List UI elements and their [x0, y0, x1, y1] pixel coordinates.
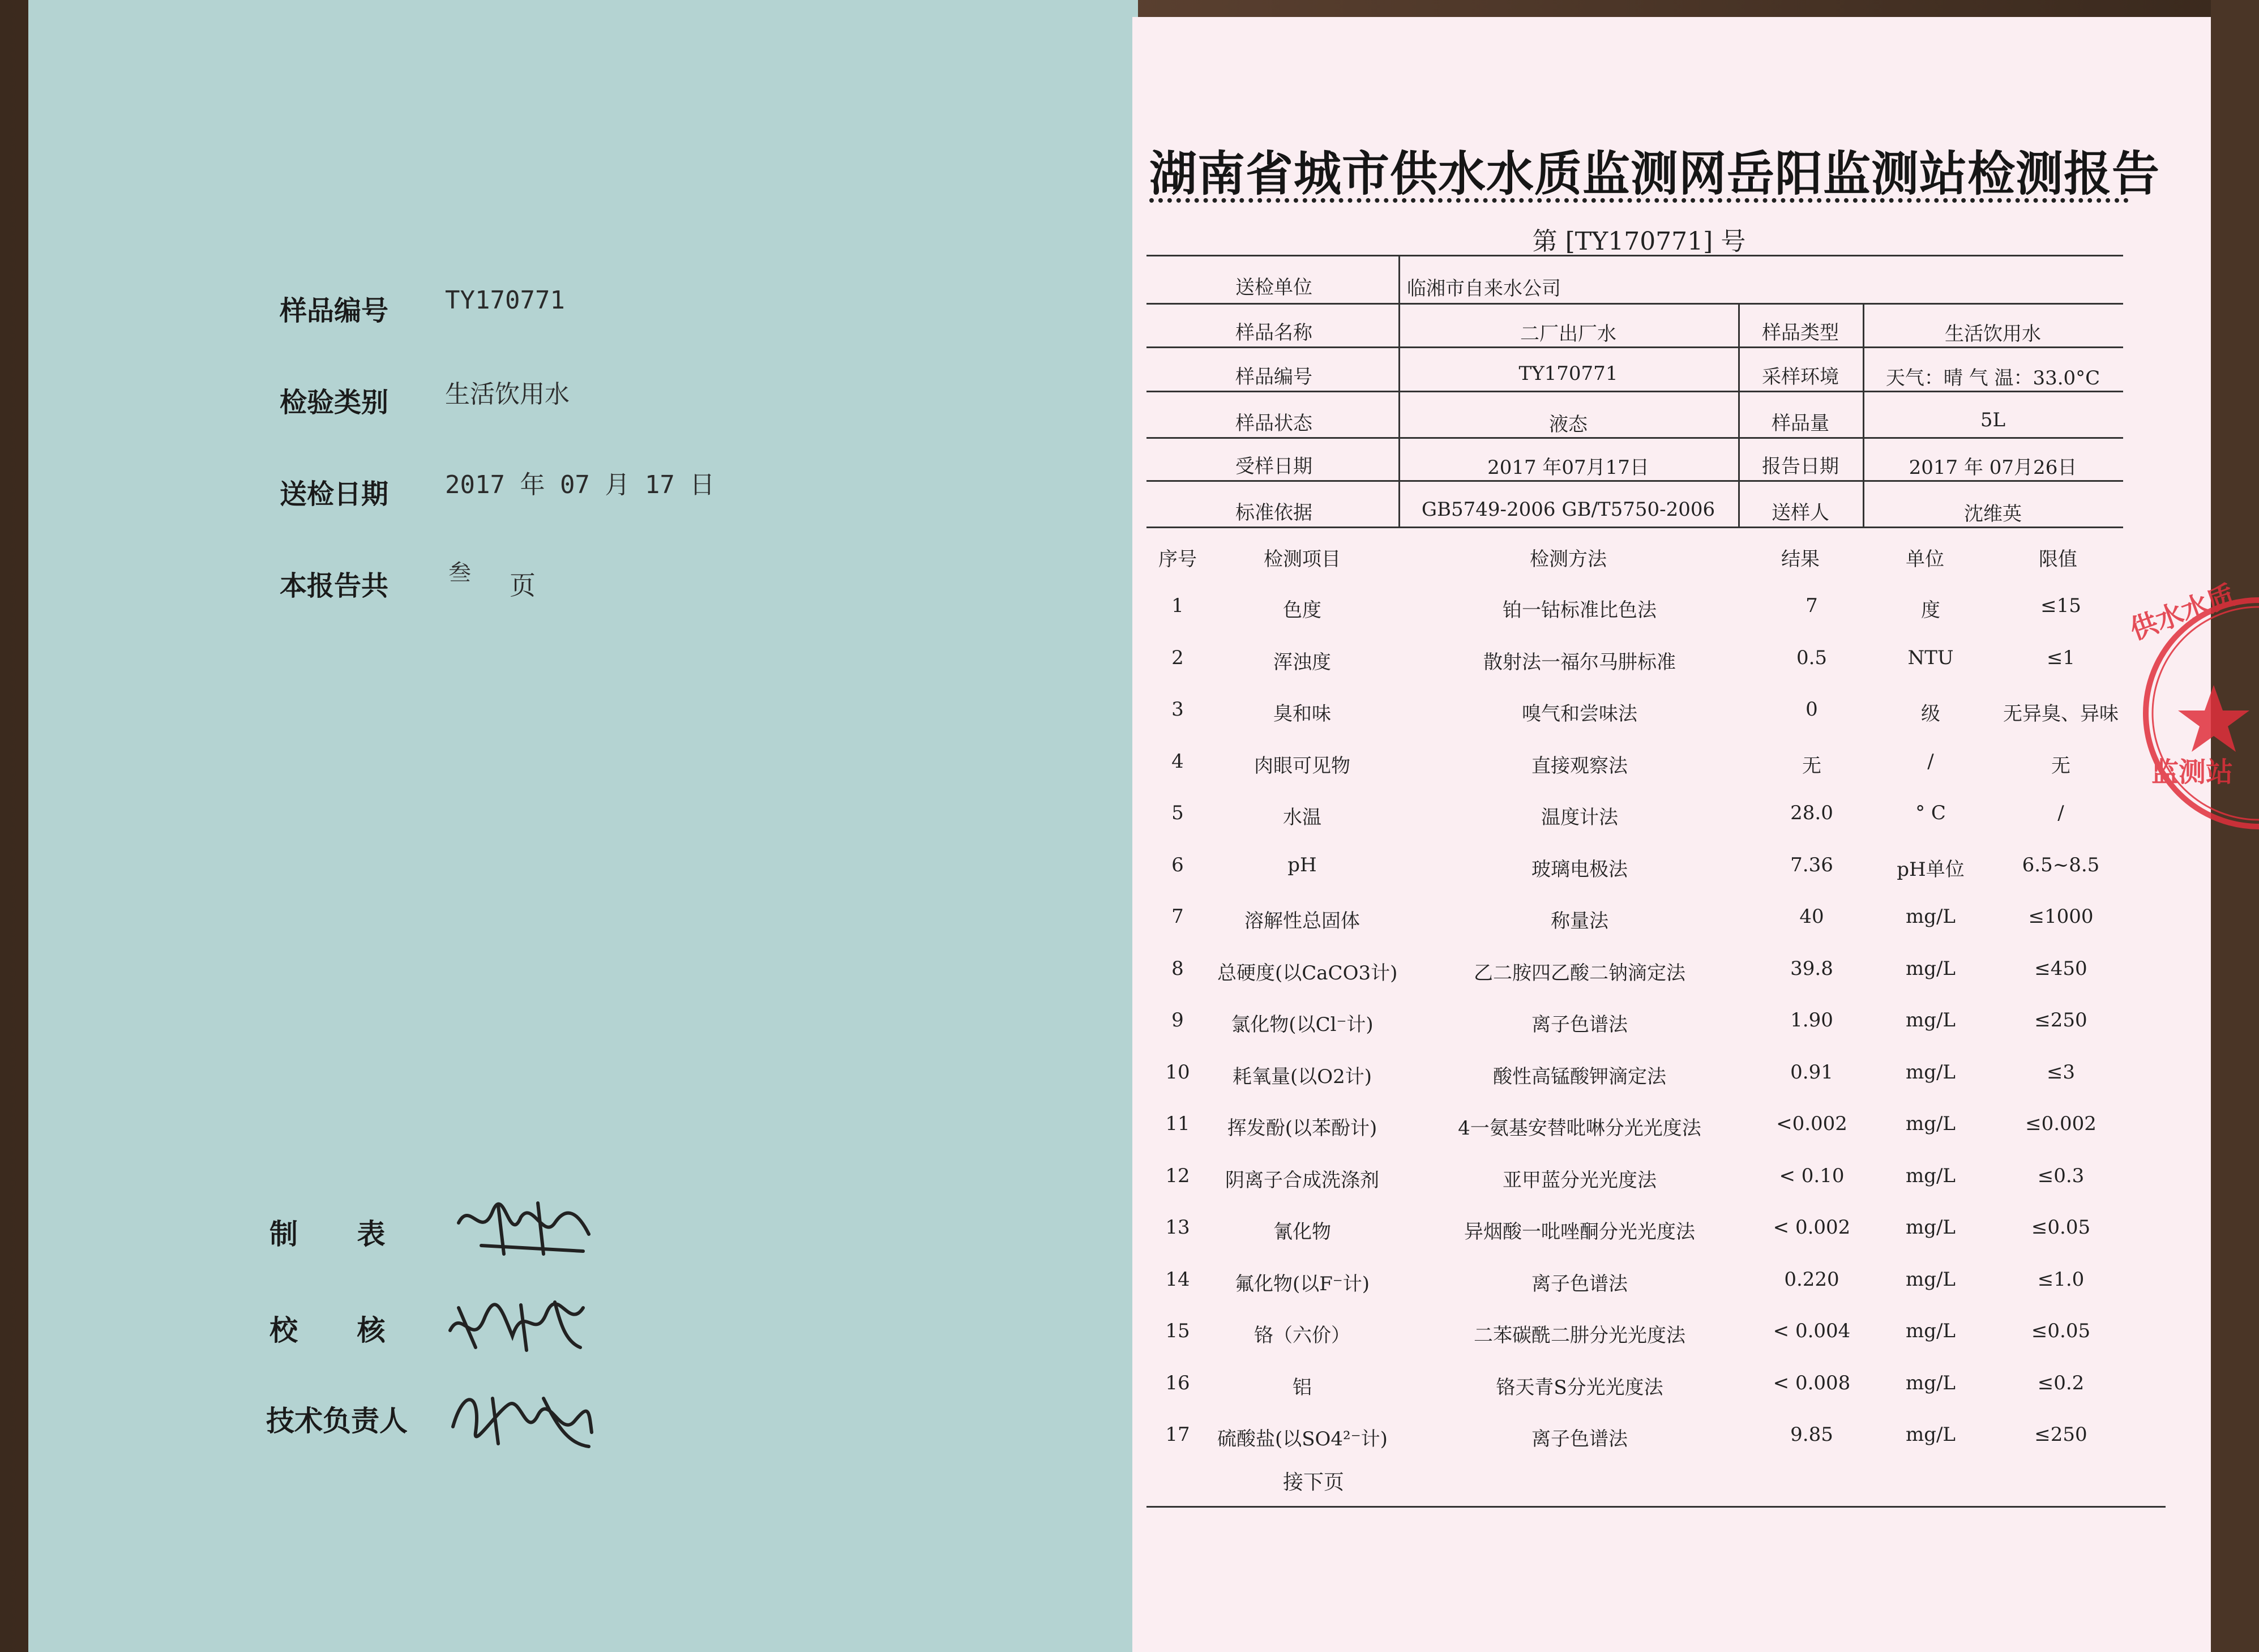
sample-name-label: 样品名称	[1235, 322, 1312, 344]
row-item: 铬（六价）	[1254, 1324, 1350, 1347]
row-result: 1.90	[1790, 1009, 1833, 1032]
received-date-label: 受样日期	[1235, 455, 1312, 478]
row-limit: /	[2057, 802, 2064, 824]
sender-value: 沈维英	[1964, 503, 2022, 525]
svg-text:供水水质: 供水水质	[2125, 579, 2239, 647]
row-item: 水温	[1283, 806, 1321, 829]
row-result: < 0.10	[1779, 1164, 1845, 1187]
row-result: 9.85	[1790, 1423, 1833, 1446]
row-method: 温度计法	[1541, 806, 1618, 829]
row-unit: mg/L	[1905, 1320, 1956, 1342]
pages-label: 本报告共	[280, 570, 389, 602]
row-no: 9	[1171, 1009, 1184, 1032]
row-no: 11	[1165, 1112, 1190, 1135]
official-stamp	[2112, 579, 2259, 832]
row-limit: ≤0.2	[2037, 1371, 2085, 1394]
row-method: 异烟酸一吡唑酮分光光度法	[1464, 1221, 1695, 1243]
row-method: 二苯碳酰二肼分光光度法	[1474, 1324, 1685, 1347]
row-result: <0.002	[1776, 1112, 1847, 1135]
row-method: 酸性高锰酸钾滴定法	[1493, 1065, 1666, 1088]
row-no: 2	[1171, 646, 1184, 669]
pages-count: 叁	[448, 560, 471, 586]
row-limit: ≤1.0	[2037, 1268, 2085, 1291]
row-item: 氰化物	[1273, 1221, 1331, 1243]
table-divider	[1863, 303, 1864, 527]
sample-no-value: TY170771	[1518, 362, 1618, 385]
row-no: 8	[1171, 957, 1184, 980]
sample-state-label: 样品状态	[1235, 412, 1312, 435]
tech-lead-label: 技术负责人	[266, 1405, 408, 1437]
row-no: 4	[1171, 750, 1184, 773]
row-no: 17	[1165, 1423, 1190, 1446]
row-item: 溶解性总固体	[1244, 910, 1360, 932]
row-limit: ≤0.3	[2037, 1164, 2085, 1187]
sampling-env-value: 天气：晴 气 温：33.0°C	[1885, 367, 2100, 390]
category-label: 检验类别	[280, 387, 389, 418]
category-value: 生活饮用水	[445, 380, 570, 409]
row-result: 0.91	[1790, 1060, 1833, 1084]
table-divider	[1398, 255, 1400, 527]
table-rule	[1146, 527, 2123, 528]
svg-text:监测站: 监测站	[2151, 756, 2234, 788]
col-header-item: 检测项目	[1264, 548, 1341, 571]
table-rule	[1146, 303, 2123, 305]
row-method: 乙二胺四乙酸二钠滴定法	[1474, 961, 1685, 985]
row-result: 0.220	[1784, 1268, 1839, 1291]
checker-label: 校 核	[269, 1314, 386, 1347]
report-number: 第 [TY170771] 号	[1532, 227, 1746, 256]
row-method: 玻璃电极法	[1531, 858, 1628, 881]
sample-type-label: 样品类型	[1762, 322, 1839, 344]
row-result: < 0.002	[1773, 1216, 1851, 1239]
table-bottom-rule	[1146, 1506, 2166, 1508]
row-unit: ° C	[1915, 802, 1946, 824]
report-title: 湖南省城市供水水质监测网岳阳监测站检测报告	[1149, 146, 2160, 202]
checker-signature-image	[442, 1285, 589, 1359]
row-method: 称量法	[1551, 910, 1608, 932]
row-unit: mg/L	[1905, 1371, 1956, 1394]
row-unit: mg/L	[1905, 1268, 1956, 1291]
row-limit: ≤250	[2034, 1423, 2087, 1446]
row-item: 肉眼可见物	[1254, 754, 1350, 777]
row-limit: ≤15	[2040, 594, 2081, 617]
row-unit: 级	[1921, 703, 1940, 725]
row-result: 0	[1806, 698, 1818, 721]
row-limit: ≤1	[2046, 646, 2076, 669]
row-result: < 0.004	[1773, 1320, 1851, 1342]
row-no: 10	[1165, 1060, 1190, 1084]
row-method: 4一氨基安替吡啉分光光度法	[1458, 1117, 1701, 1140]
report-date-value: 2017 年 07月26日	[1909, 456, 2077, 479]
row-limit: ≤250	[2034, 1009, 2087, 1032]
row-unit: /	[1927, 750, 1934, 773]
sender-label: 送样人	[1772, 502, 1829, 524]
received-date-value: 2017 年07月17日	[1487, 456, 1649, 479]
sample-state-value: 液态	[1549, 413, 1588, 436]
col-header-unit: 单位	[1906, 548, 1944, 571]
table-divider	[1738, 303, 1740, 527]
table-rule	[1146, 346, 2123, 348]
test-report-page	[1132, 17, 2239, 1652]
row-item: pH	[1287, 853, 1317, 876]
maker-signature-image	[447, 1189, 594, 1262]
sample-name-value: 二厂出厂水	[1520, 323, 1616, 345]
row-limit: ≤0.002	[2025, 1112, 2097, 1135]
row-limit: ≤0.05	[2031, 1216, 2091, 1239]
row-result: 40	[1799, 905, 1824, 928]
row-method: 散射法一福尔马肼标准	[1483, 650, 1676, 674]
row-item: 总硬度(以CaCO3计)	[1217, 961, 1398, 985]
sample-amount-label: 样品量	[1772, 412, 1829, 435]
row-item: 挥发酚(以苯酚计)	[1227, 1117, 1377, 1140]
row-result: 0.5	[1796, 646, 1828, 669]
date-value: 2017 年 07 月 17 日	[445, 470, 715, 499]
row-result: 7	[1806, 594, 1818, 617]
tech-lead-signature-image	[442, 1376, 594, 1455]
report-date-label: 报告日期	[1762, 455, 1839, 478]
row-no: 5	[1171, 802, 1184, 824]
col-header-result: 结果	[1781, 548, 1820, 571]
sample-no-label: 样品编号	[1235, 366, 1312, 388]
row-item: 铝	[1293, 1376, 1312, 1399]
table-rule	[1146, 437, 2123, 439]
sample-type-value: 生活饮用水	[1945, 323, 2041, 345]
row-method: 直接观察法	[1531, 754, 1628, 777]
row-unit: mg/L	[1905, 1009, 1956, 1032]
sample-no-label: 样品编号	[280, 295, 389, 327]
row-no: 15	[1165, 1320, 1190, 1342]
date-label: 送检日期	[280, 478, 389, 510]
table-rule	[1146, 255, 2123, 256]
report-cover-page	[28, 0, 1138, 1652]
row-unit: 度	[1921, 599, 1940, 622]
row-method: 亚甲蓝分光光度法	[1503, 1169, 1657, 1192]
row-result: < 0.008	[1773, 1371, 1851, 1394]
row-unit: pH单位	[1897, 858, 1965, 881]
row-unit: mg/L	[1905, 1112, 1956, 1135]
sampling-env-label: 采样环境	[1762, 366, 1839, 388]
row-unit: mg/L	[1905, 905, 1956, 928]
row-method: 嗅气和尝味法	[1522, 703, 1637, 725]
row-item: 硫酸盐(以SO4²⁻计)	[1217, 1428, 1388, 1450]
standard-value: GB5749-2006 GB/T5750-2006	[1421, 498, 1715, 521]
row-limit: ≤450	[2034, 957, 2087, 980]
row-no: 3	[1171, 698, 1184, 721]
row-limit: ≤1000	[2028, 905, 2094, 928]
row-limit: ≤3	[2046, 1060, 2076, 1084]
table-rule	[1146, 480, 2123, 482]
row-method: 铬天青S分光光度法	[1496, 1376, 1663, 1399]
row-limit: 无异臭、异味	[2003, 703, 2119, 725]
row-no: 13	[1165, 1216, 1190, 1239]
maker-label: 制 表	[269, 1218, 386, 1251]
sample-amount-value: 5L	[1980, 409, 2006, 431]
row-item: 耗氧量(以O2计)	[1232, 1065, 1372, 1088]
row-method: 离子色谱法	[1531, 1013, 1628, 1036]
row-result: 无	[1802, 754, 1821, 777]
row-unit: mg/L	[1905, 1423, 1956, 1446]
row-no: 12	[1165, 1164, 1190, 1187]
row-result: 7.36	[1790, 853, 1833, 876]
continued-note: 接下页	[1282, 1471, 1344, 1494]
row-unit: mg/L	[1905, 957, 1956, 980]
row-no: 16	[1165, 1371, 1190, 1394]
row-unit: NTU	[1907, 646, 1954, 669]
col-header-no: 序号	[1158, 548, 1197, 571]
row-method: 离子色谱法	[1531, 1272, 1628, 1295]
col-header-method: 检测方法	[1530, 548, 1607, 571]
table-rule	[1146, 391, 2123, 392]
submitter-value: 临湘市自来水公司	[1407, 277, 1561, 300]
row-item: 浑浊度	[1273, 650, 1331, 674]
row-no: 1	[1171, 594, 1184, 617]
row-no: 14	[1165, 1268, 1190, 1291]
standard-label: 标准依据	[1235, 502, 1312, 524]
sample-no-value: TY170771	[445, 286, 565, 315]
row-no: 7	[1171, 905, 1184, 928]
row-unit: mg/L	[1905, 1164, 1956, 1187]
pages-unit: 页	[510, 570, 536, 601]
row-item: 氯化物(以Cl⁻计)	[1231, 1013, 1374, 1036]
row-limit: 无	[2051, 754, 2070, 777]
row-item: 色度	[1283, 599, 1321, 622]
row-item: 氟化物(以F⁻计)	[1234, 1272, 1370, 1295]
row-method: 铂一钴标准比色法	[1503, 599, 1657, 622]
row-unit: mg/L	[1905, 1216, 1956, 1239]
title-dotted-rule	[1149, 198, 2129, 203]
col-header-limit: 限值	[2039, 548, 2077, 571]
row-limit: ≤0.05	[2031, 1320, 2091, 1342]
row-unit: mg/L	[1905, 1060, 1956, 1084]
row-no: 6	[1171, 853, 1184, 876]
row-item: 臭和味	[1273, 703, 1331, 725]
row-result: 28.0	[1790, 802, 1833, 824]
row-limit: 6.5~8.5	[2022, 853, 2100, 876]
row-item: 阴离子合成洗涤剂	[1225, 1169, 1379, 1192]
row-result: 39.8	[1790, 957, 1833, 980]
submitter-label: 送检单位	[1235, 276, 1312, 299]
row-method: 离子色谱法	[1531, 1428, 1628, 1450]
